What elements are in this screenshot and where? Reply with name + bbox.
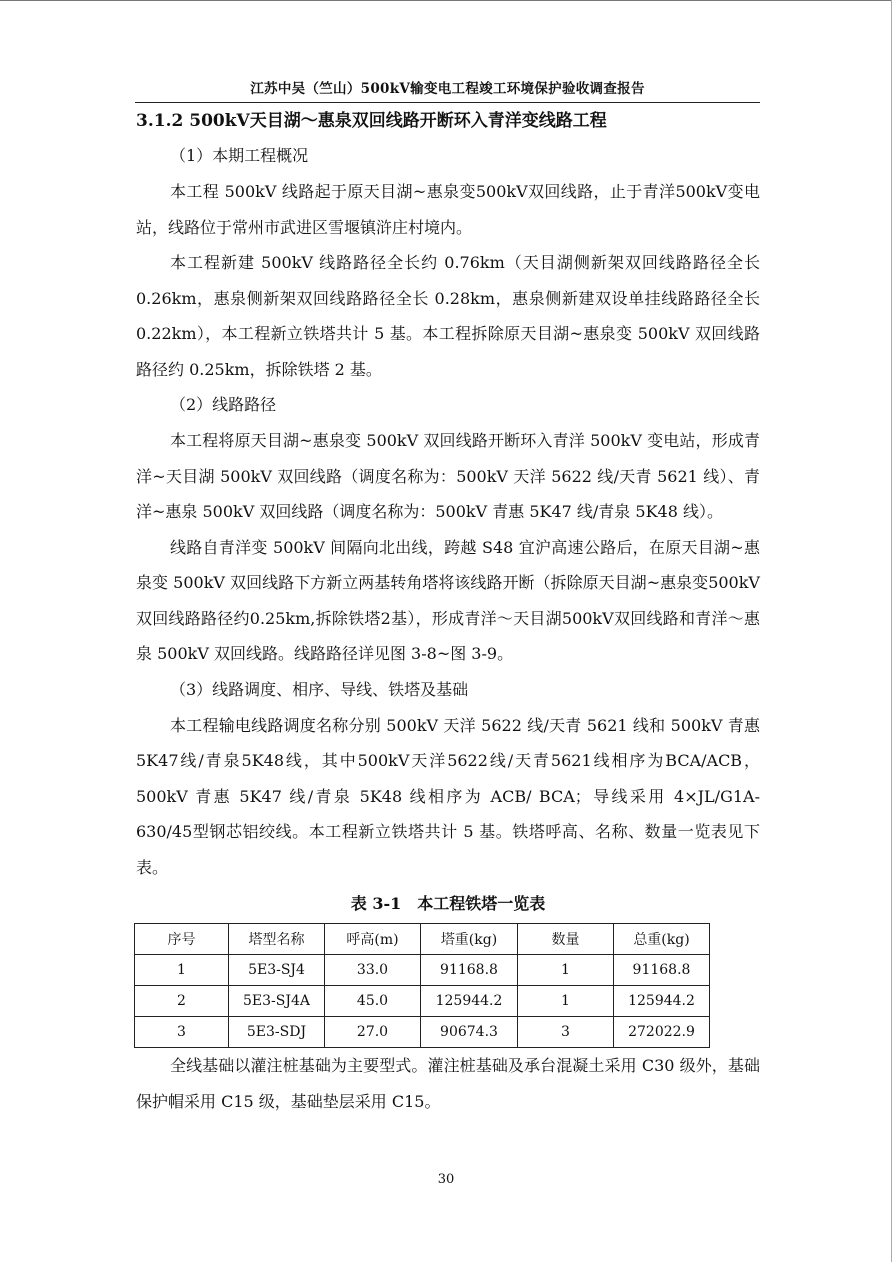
table-row (135, 986, 710, 1017)
table-cell: 1 (518, 955, 614, 986)
foundation-paragraph: 全线基础以灌注桩基础为主要型式。灌注桩基础及承台混凝土采用 C30 级外，基础保护帽采用 C15 级，基础垫层采用 C15。 (136, 1056, 760, 1111)
table-cell: 1 (518, 986, 614, 1017)
route-paragraph-2: 线路自青洋变 500kV 间隔向北出线，跨越 S48 宜沪高速公路后，在原天目湖~惠泉变 500kV 双回线路下方新立两基转角塔将该线路开断（拆除原天目湖~惠泉变500kV双回线路路径约0.25km,拆除铁塔2基），形成青洋～天目湖500kV双回线路和青洋～惠泉 500kV 双回线路。线路路径详见图 3-8~图 3-9。 (136, 537, 760, 663)
table-cell: 1 (135, 955, 229, 986)
page-top-border (0, 0, 892, 1)
subsection-route-title: （2）线路路径 (170, 395, 277, 414)
table-cell: 5E3-SJ4 (229, 955, 325, 986)
table-cell: 3 (135, 1017, 229, 1048)
table-caption: 表 3-1 本工程铁塔一览表 (350, 894, 546, 913)
section-title: 3.1.2 500kV天目湖～惠泉双回线路开断环入青洋变线路工程 (136, 111, 607, 131)
overview-paragraph-1: 本工程 500kV 线路起于原天目湖~惠泉变500kV双回线路，止于青洋500kV变电站，线路位于常州市武进区雪堰镇浒庄村境内。 (136, 182, 760, 237)
table-row (135, 955, 710, 986)
dispatch-paragraph: 本工程输电线路调度名称分别 500kV 天洋 5622 线/天青 5621 线和 500kV 青惠5K47线/青泉5K48线，其中500kV天洋5622线/天青5621线相序为BCA/ACB，500kV 青惠 5K47 线/青泉 5K48 线相序为 ACB/ BCA；导线采用 4×JL/G1A-630/45型钢芯铝绞线。本工程新立铁塔共计 5 基。铁塔呼高、名称、数量一览表见下表。 (136, 715, 760, 877)
table-cell: 272022.9 (614, 1017, 710, 1048)
table-cell: 5E3-SDJ (229, 1017, 325, 1048)
table-cell: 91168.8 (421, 955, 518, 986)
tower-table (134, 923, 710, 1048)
table-row (135, 1017, 710, 1048)
header-cell: 数量 (518, 924, 614, 955)
header-cell: 呼高(m) (325, 924, 421, 955)
table-cell: 45.0 (325, 986, 421, 1017)
route-paragraph-1: 本工程将原天目湖~惠泉变 500kV 双回线路开断环入青洋 500kV 变电站，形成青洋~天目湖 500kV 双回线路（调度名称为：500kV 天洋 5622 线/天青 5621 线）、青洋~惠泉 500kV 双回线路（调度名称为：500kV 青惠 5K47 线/青泉 5K48 线）。 (136, 431, 760, 521)
table-cell: 91168.8 (614, 955, 710, 986)
table-cell: 33.0 (325, 955, 421, 986)
table-cell: 3 (518, 1017, 614, 1048)
subsection-overview-title: （1）本期工程概况 (170, 146, 309, 165)
table-cell: 125944.2 (421, 986, 518, 1017)
table-cell: 5E3-SJ4A (229, 986, 325, 1017)
header-cell: 塔重(kg) (421, 924, 518, 955)
running-header: 江苏中吴（竺山）500kV输变电工程竣工环境保护验收调查报告 (135, 77, 760, 103)
table-cell: 125944.2 (614, 986, 710, 1017)
overview-paragraph-2: 本工程新建 500kV 线路路径全长约 0.76km（天目湖侧新架双回线路路径全长 0.26km，惠泉侧新架双回线路路径全长 0.28km，惠泉侧新建双设单挂线路路径全长 0.22km），本工程新立铁塔共计 5 基。本工程拆除原天目湖~惠泉变 500kV 双回线路路径约 0.25km，拆除铁塔 2 基。 (136, 253, 760, 379)
table-cell: 27.0 (325, 1017, 421, 1048)
table-cell: 90674.3 (421, 1017, 518, 1048)
page-content (136, 104, 760, 1119)
header-cell: 总重(kg) (614, 924, 710, 955)
table-cell: 2 (135, 986, 229, 1017)
header-cell: 塔型名称 (229, 924, 325, 955)
header-cell: 序号 (135, 924, 229, 955)
subsection-dispatch-title: （3）线路调度、相序、导线、铁塔及基础 (170, 679, 469, 699)
page-number: 30 (437, 1172, 455, 1187)
table-header-row (135, 924, 710, 955)
